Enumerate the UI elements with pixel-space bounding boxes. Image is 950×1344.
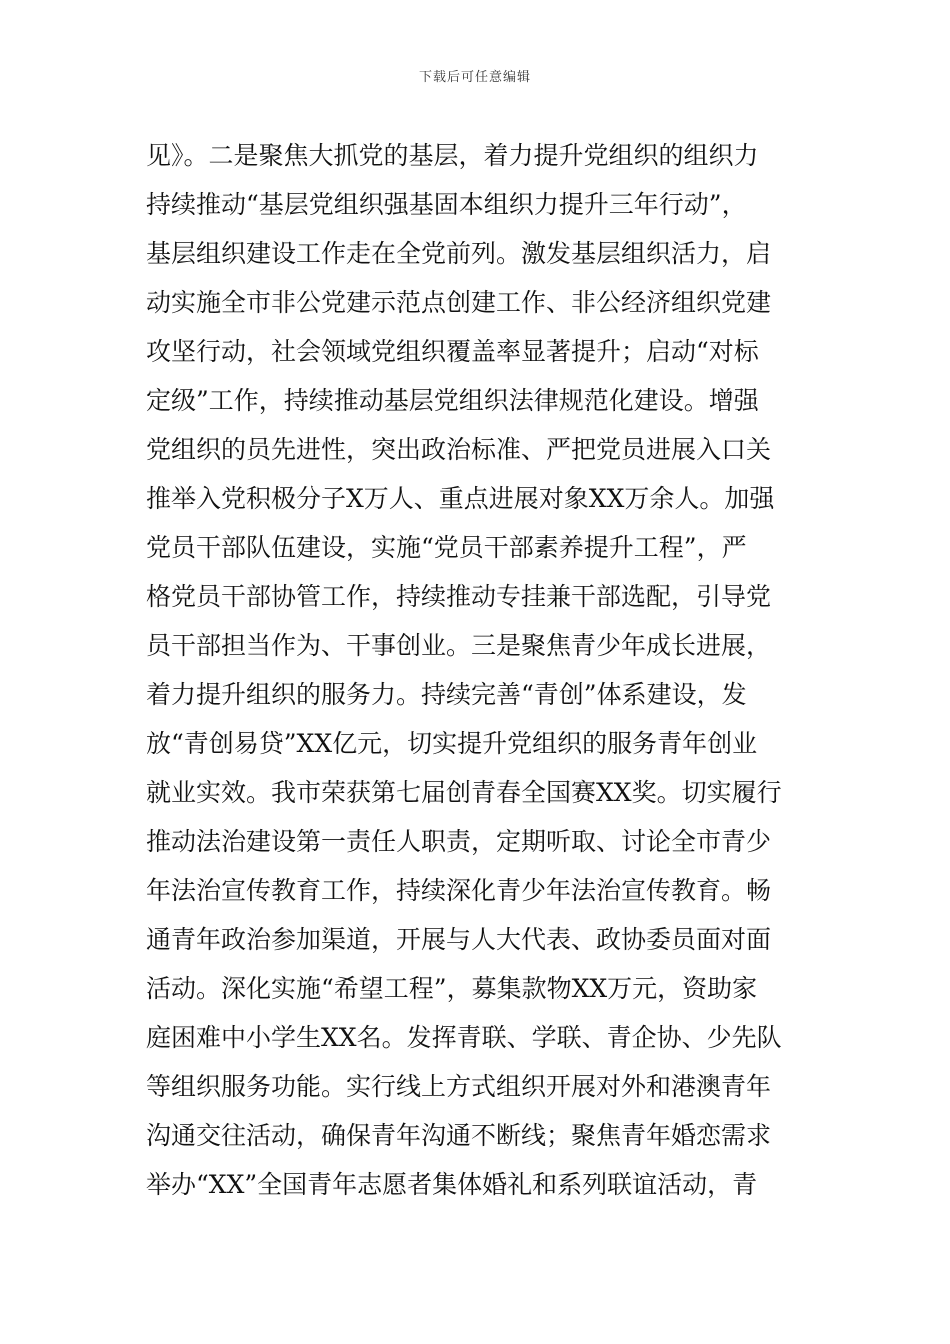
text-line: 基层组织建设工作走在全党前列。激发基层组织活力，启	[146, 239, 772, 268]
text-line: 党组织的员先进性，突出政治标准、严把党员进展入口关	[146, 435, 772, 464]
text-line: 持续推动“基层党组织强基固本组织力提升三年行动”，	[146, 190, 747, 219]
text-line: 通青年政治参加渠道，开展与人大代表、政协委员面对面	[146, 925, 772, 954]
text-line: 举办“XX”全国青年志愿者集体婚礼和系列联谊活动，青	[146, 1170, 758, 1199]
text-line: 攻坚行动，社会领域党组织覆盖率显著提升；启动“对标	[146, 337, 759, 366]
text-line: 推动法治建设第一责任人职责，定期听取、讨论全市青少	[146, 827, 772, 856]
text-line: 动实施全市非公党建示范点创建工作、非公经济组织党建	[146, 288, 772, 317]
text-line: 放“青创易贷”XX亿元，切实提升党组织的服务青年创业	[146, 729, 758, 758]
text-line: 活动。深化实施“希望工程”，募集款物XX万元，资助家	[146, 974, 758, 1003]
body-text	[146, 131, 816, 1209]
text-line: 党员干部队伍建设，实施“党员干部素养提升工程”，严	[146, 533, 747, 562]
page-header: 下载后可任意编辑	[418, 70, 531, 85]
text-line: 等组织服务功能。实行线上方式组织开展对外和港澳青年	[146, 1072, 772, 1101]
text-line: 格党员干部协管工作，持续推动专挂兼干部选配，引导党	[146, 582, 772, 611]
text-line: 就业实效。我市荣获第七届创青春全国赛XX奖。切实履行	[146, 778, 782, 807]
text-line: 推举入党积极分子X万人、重点进展对象XX万余人。加强	[146, 484, 775, 513]
text-line: 年法治宣传教育工作，持续深化青少年法治宣传教育。畅	[146, 876, 772, 905]
text-line: 沟通交往活动，确保青年沟通不断线；聚焦青年婚恋需求	[146, 1121, 772, 1150]
text-line: 着力提升组织的服务力。持续完善“青创”体系建设，发	[146, 680, 747, 709]
text-line: 定级”工作，持续推动基层党组织法律规范化建设。增强	[146, 386, 759, 415]
text-line: 见》。二是聚焦大抓党的基层，着力提升党组织的组织力	[146, 141, 759, 170]
text-line: 员干部担当作为、干事创业。三是聚焦青少年成长进展，	[146, 631, 772, 660]
text-line: 庭困难中小学生XX名。发挥青联、学联、青企协、少先队	[146, 1023, 782, 1052]
